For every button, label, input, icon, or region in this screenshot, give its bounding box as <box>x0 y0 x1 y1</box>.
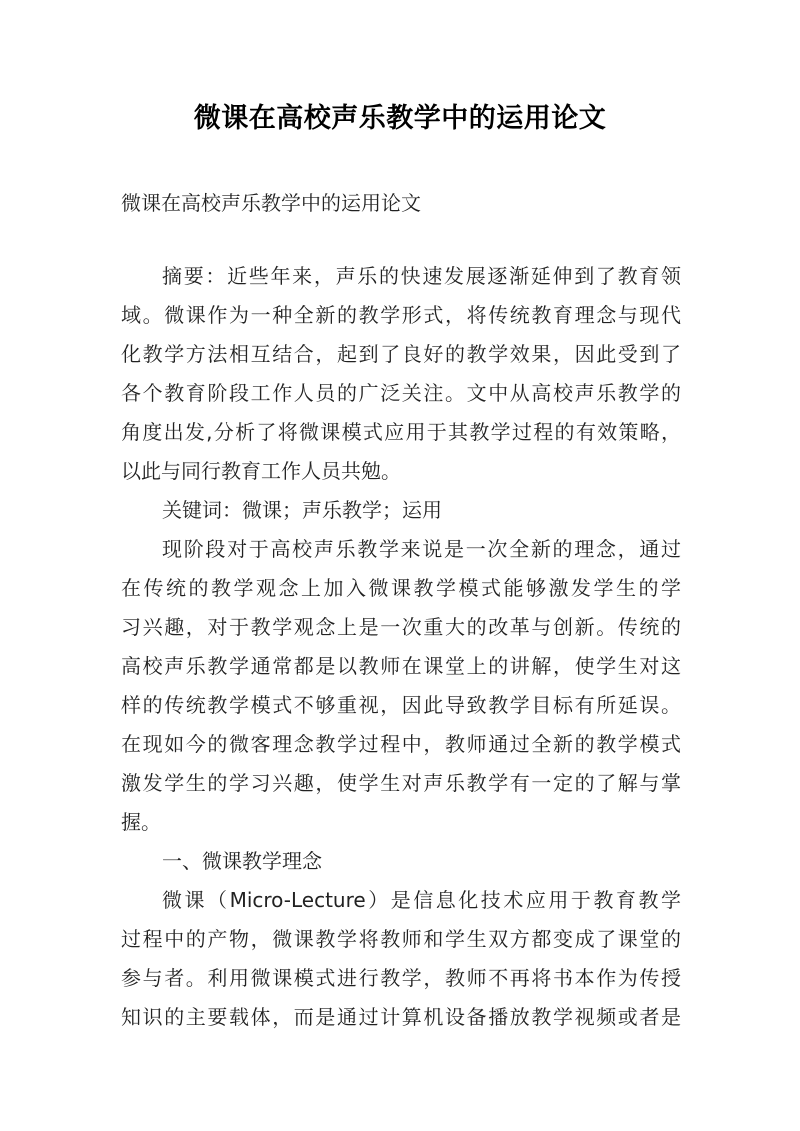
text-line: 现阶段对于高校声乐教学来说是一次全新的理念，通过 <box>162 537 681 561</box>
text-line: 关键词：微课；声乐教学；运用 <box>162 498 442 522</box>
text-line: 在传统的教学观念上加入微课教学模式能够激发学生的学 <box>121 576 681 600</box>
text-line: 样的传统教学模式不够重视，因此导致教学目标有所延误。 <box>121 693 681 717</box>
text-line: 激发学生的学习兴趣，使学生对声乐教学有一定的了解与掌 <box>121 771 681 795</box>
text-line: 过程中的产物，微课教学将教师和学生双方都变成了课堂的 <box>121 927 681 951</box>
page-title: 微课在高校声乐教学中的运用论文 <box>193 103 607 134</box>
body-text <box>121 257 681 1037</box>
text-line: 各个教育阶段工作人员的广泛关注。文中从高校声乐教学的 <box>121 381 681 405</box>
text-line: 参与者。利用微课模式进行教学，教师不再将书本作为传授 <box>121 966 681 990</box>
text-line: 域。微课作为一种全新的教学形式，将传统教育理念与现代 <box>121 303 681 327</box>
text-line: 化教学方法相互结合，起到了良好的教学效果，因此受到了 <box>121 342 681 366</box>
text-line: 以此与同行教育工作人员共勉。 <box>121 459 401 483</box>
text-line: 微课（Micro-Lecture）是信息化技术应用于教育教学 <box>162 888 681 912</box>
text-line: 在现如今的微客理念教学过程中，教师通过全新的教学模式 <box>121 732 681 756</box>
text-line: 摘要：近些年来，声乐的快速发展逐渐延伸到了教育领 <box>162 264 681 288</box>
text-line: 角度出发,分析了将微课模式应用于其教学过程的有效策略， <box>121 420 681 444</box>
text-line: 握。 <box>121 810 161 834</box>
text-line: 知识的主要载体，而是通过计算机设备播放教学视频或者是 <box>121 1005 681 1029</box>
document-subtitle: 微课在高校声乐教学中的运用论文 <box>121 191 421 215</box>
text-line: 高校声乐教学通常都是以教师在课堂上的讲解，使学生对这 <box>121 654 681 678</box>
text-line: 习兴趣，对于教学观念上是一次重大的改革与创新。传统的 <box>121 615 681 639</box>
text-line: 一、微课教学理念 <box>162 849 322 873</box>
